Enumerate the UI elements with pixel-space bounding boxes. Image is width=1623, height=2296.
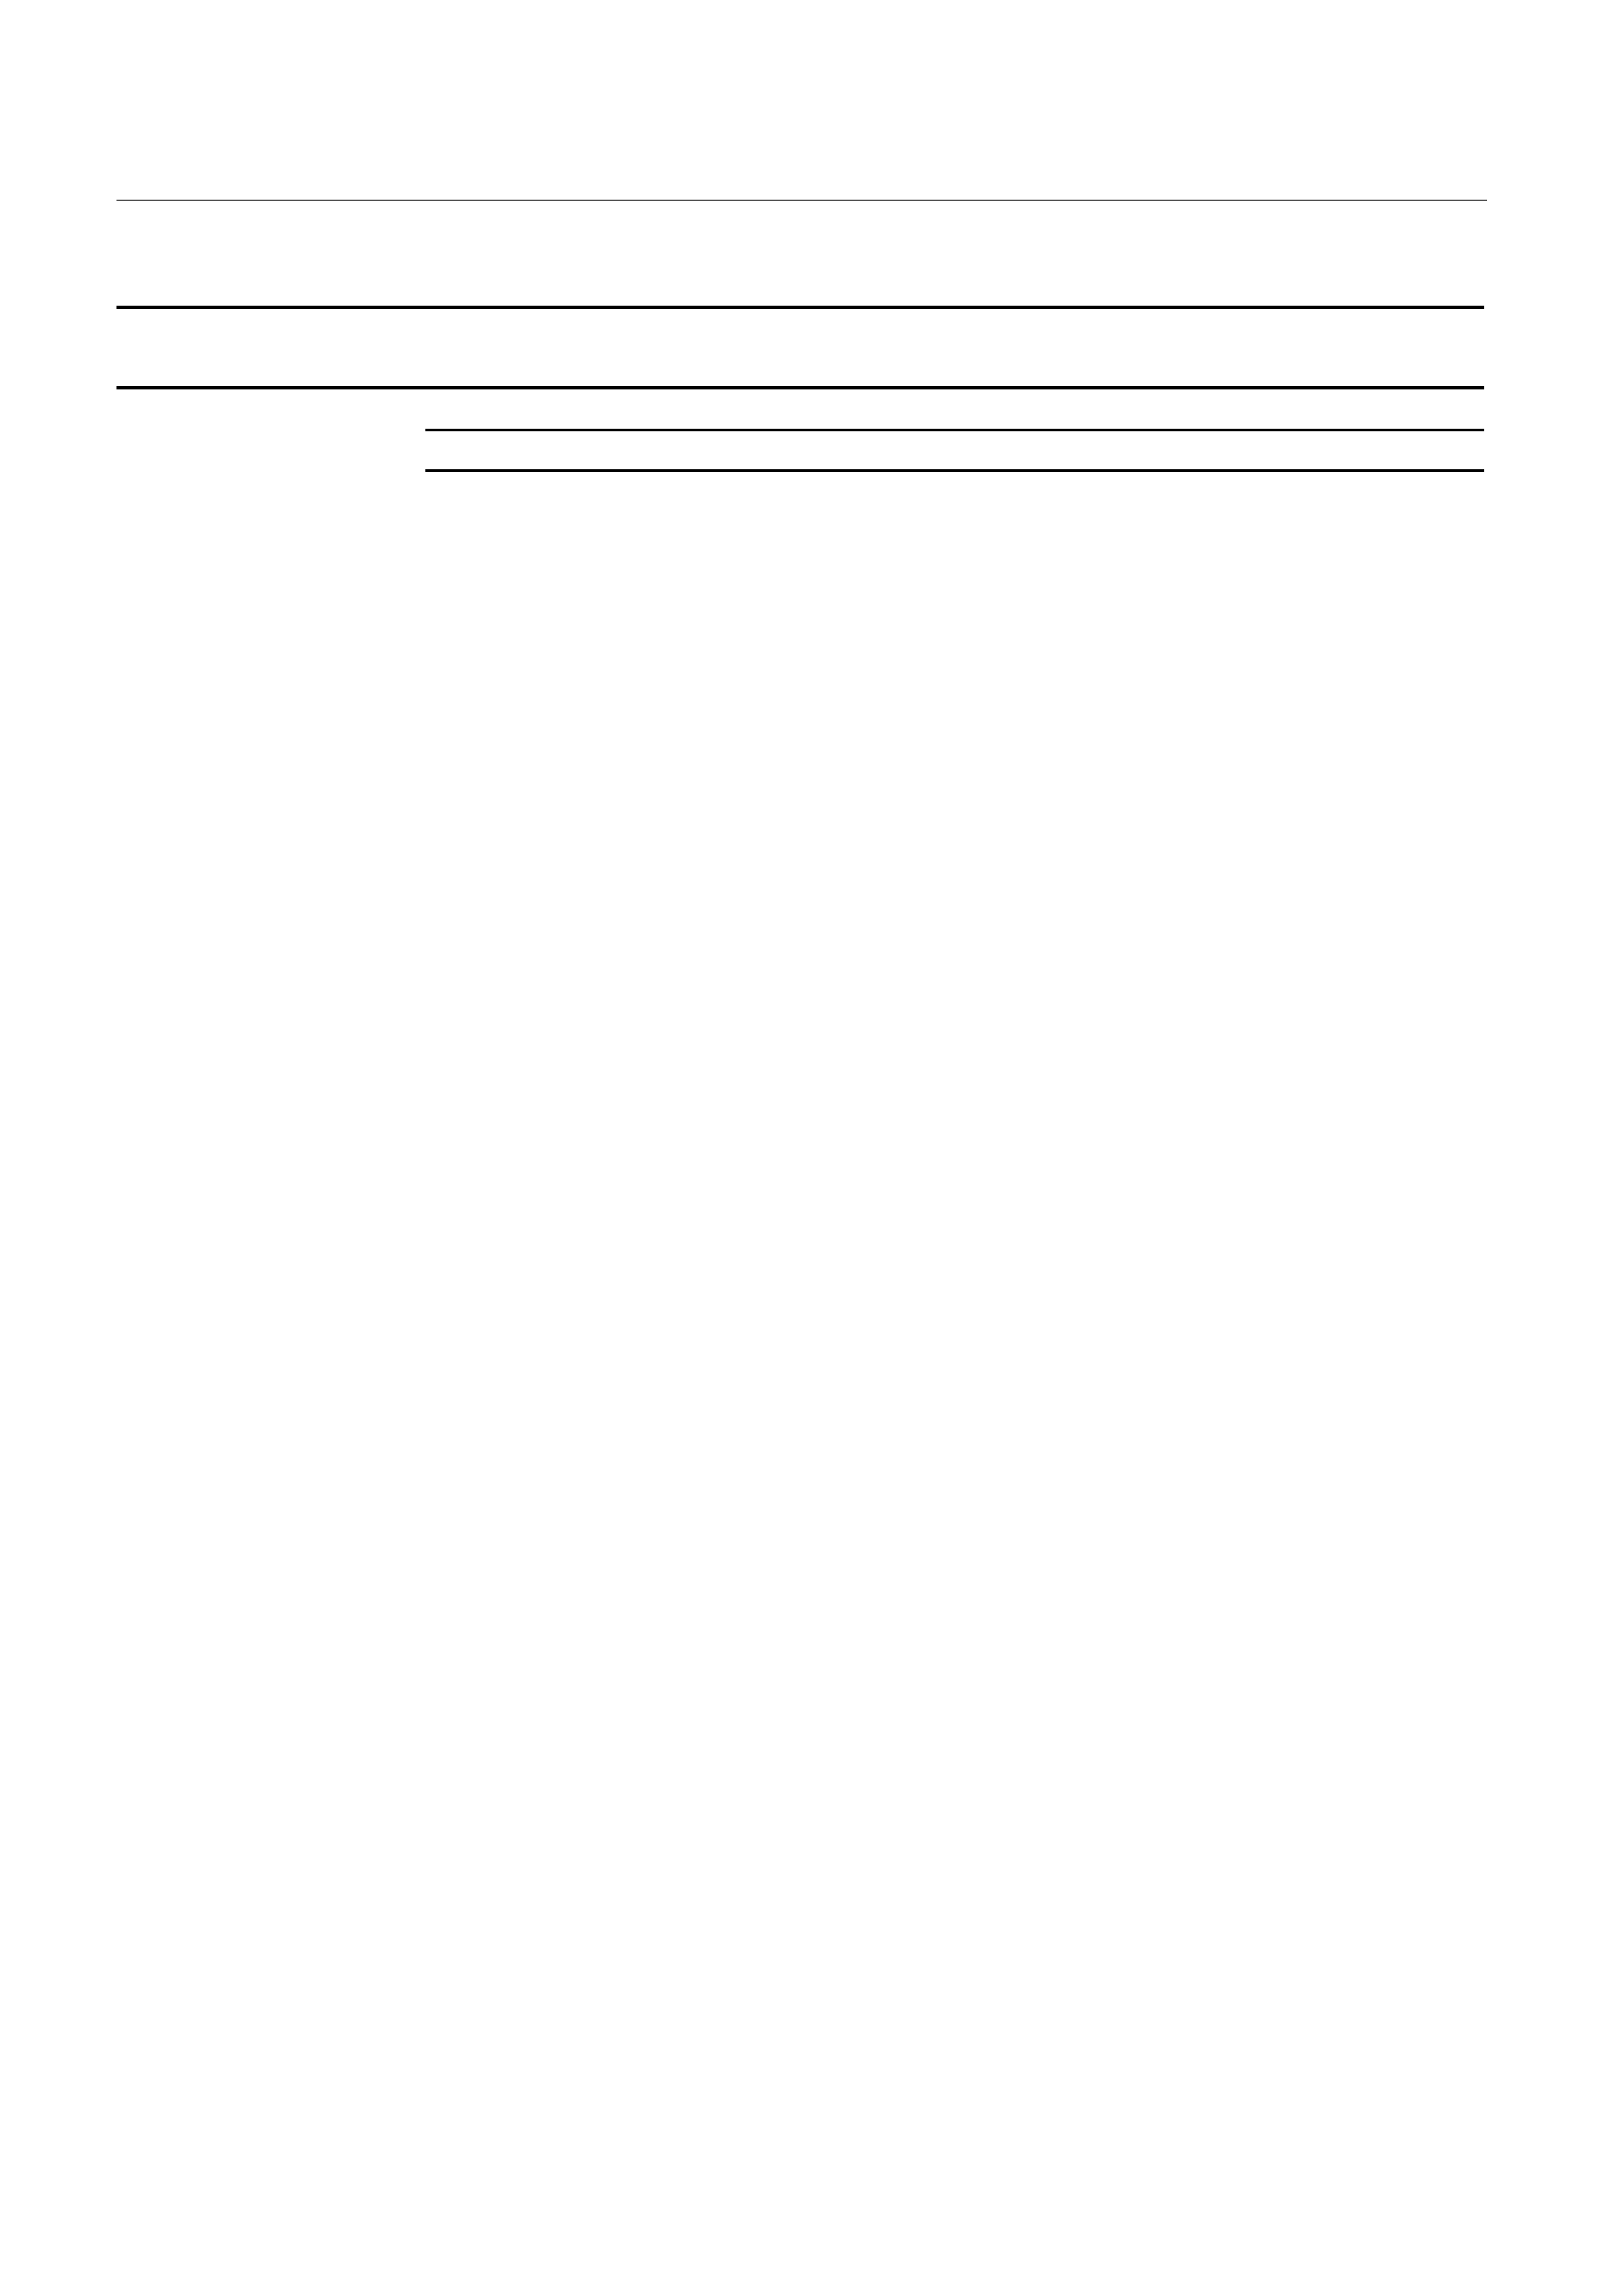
- table-row-value: [116, 471, 1484, 511]
- table-row-position: [116, 430, 1484, 471]
- table-header: [116, 309, 1484, 387]
- header-divider: [116, 200, 1487, 201]
- table-row-parameter: [116, 389, 1484, 430]
